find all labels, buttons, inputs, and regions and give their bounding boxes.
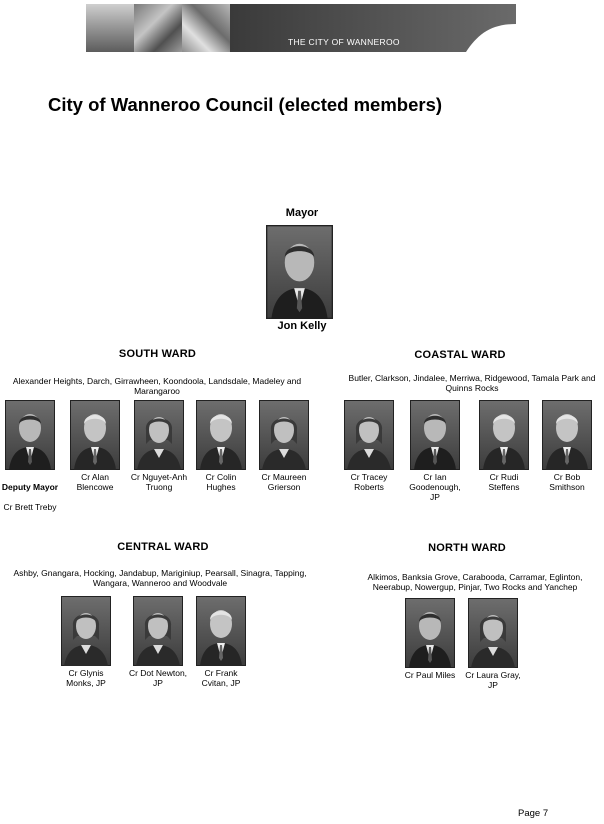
banner-photo-flowers <box>182 4 230 52</box>
member-name: Cr Bob Smithson <box>549 472 585 492</box>
mayor-heading: Mayor <box>285 207 319 219</box>
banner-photo-beach <box>86 4 134 52</box>
coastal-ward-title: COASTAL WARD <box>414 349 506 361</box>
member-name: Cr Colin Hughes <box>205 472 237 492</box>
south-ward-suburbs: Alexander Heights, Darch, Girrawheen, Koondoola, Landsdale, Madeley and Marangaroo <box>12 376 302 396</box>
member-photo <box>5 400 55 470</box>
member-card <box>0 400 60 512</box>
member-photo <box>479 400 529 470</box>
member-card <box>400 598 460 680</box>
member-card <box>254 400 314 492</box>
member-photo <box>196 596 246 666</box>
member-photo <box>133 596 183 666</box>
member-photo <box>134 400 184 470</box>
member-name: Cr Rudi Steffens <box>488 472 520 492</box>
member-name: Cr Maureen Grierson <box>261 472 307 492</box>
member-card <box>537 400 597 492</box>
member-card <box>463 598 523 690</box>
member-card <box>405 400 465 502</box>
page-number: Page 7 <box>518 808 549 819</box>
member-photo <box>61 596 111 666</box>
member-card <box>474 400 534 492</box>
south-ward-title: SOUTH WARD <box>118 348 197 360</box>
member-card <box>128 596 188 688</box>
banner-city-name: THE CITY OF WANNEROO <box>288 37 400 47</box>
member-card <box>129 400 189 492</box>
member-name: Cr Tracey Roberts <box>350 472 388 492</box>
member-name: Cr Nguyet-Anh Truong <box>130 472 188 492</box>
member-photo <box>405 598 455 668</box>
north-ward-title: NORTH WARD <box>428 542 506 554</box>
member-name: Cr Frank Cvitan, JP <box>201 668 241 688</box>
member-photo <box>410 400 460 470</box>
member-name: Cr Alan Blencowe <box>76 472 114 492</box>
member-photo <box>259 400 309 470</box>
member-name: Cr Brett Treby <box>3 502 57 512</box>
member-photo <box>344 400 394 470</box>
member-card <box>191 596 251 688</box>
page-title: City of Wanneroo Council (elected members) <box>48 94 443 115</box>
banner-photo-strip <box>86 4 230 52</box>
member-card <box>56 596 116 688</box>
coastal-ward-suburbs: Butler, Clarkson, Jindalee, Merriwa, Ridgewood, Tamala Park and Quinns Rocks <box>348 373 596 393</box>
member-photo <box>70 400 120 470</box>
member-name: Cr Dot Newton, JP <box>128 668 188 688</box>
central-ward-title: CENTRAL WARD <box>117 541 209 553</box>
member-role: Deputy Mayor <box>1 482 59 492</box>
north-ward-suburbs: Alkimos, Banksia Grove, Carabooda, Carramar, Eglinton, Neerabup, Nowergup, Pinjar, Two Rocks and Yanchep <box>367 572 583 592</box>
member-photo <box>542 400 592 470</box>
member-name: Cr Ian Goodenough, JP <box>409 472 461 502</box>
header-banner <box>86 4 516 52</box>
member-card <box>65 400 125 492</box>
member-name: Cr Laura Gray, JP <box>465 670 521 690</box>
member-card <box>339 400 399 492</box>
banner-photo-park <box>134 4 182 52</box>
member-photo <box>196 400 246 470</box>
mayor-photo <box>266 225 333 319</box>
member-card <box>191 400 251 492</box>
mayor-name: Jon Kelly <box>277 320 327 332</box>
member-name: Cr Glynis Monks, JP <box>66 668 106 688</box>
central-ward-suburbs: Ashby, Gnangara, Hocking, Jandabup, Mariginiup, Pearsall, Sinagra, Tapping, Wangara, Wanneroo and Woodvale <box>13 568 307 588</box>
member-photo <box>468 598 518 668</box>
member-name: Cr Paul Miles <box>404 670 456 680</box>
